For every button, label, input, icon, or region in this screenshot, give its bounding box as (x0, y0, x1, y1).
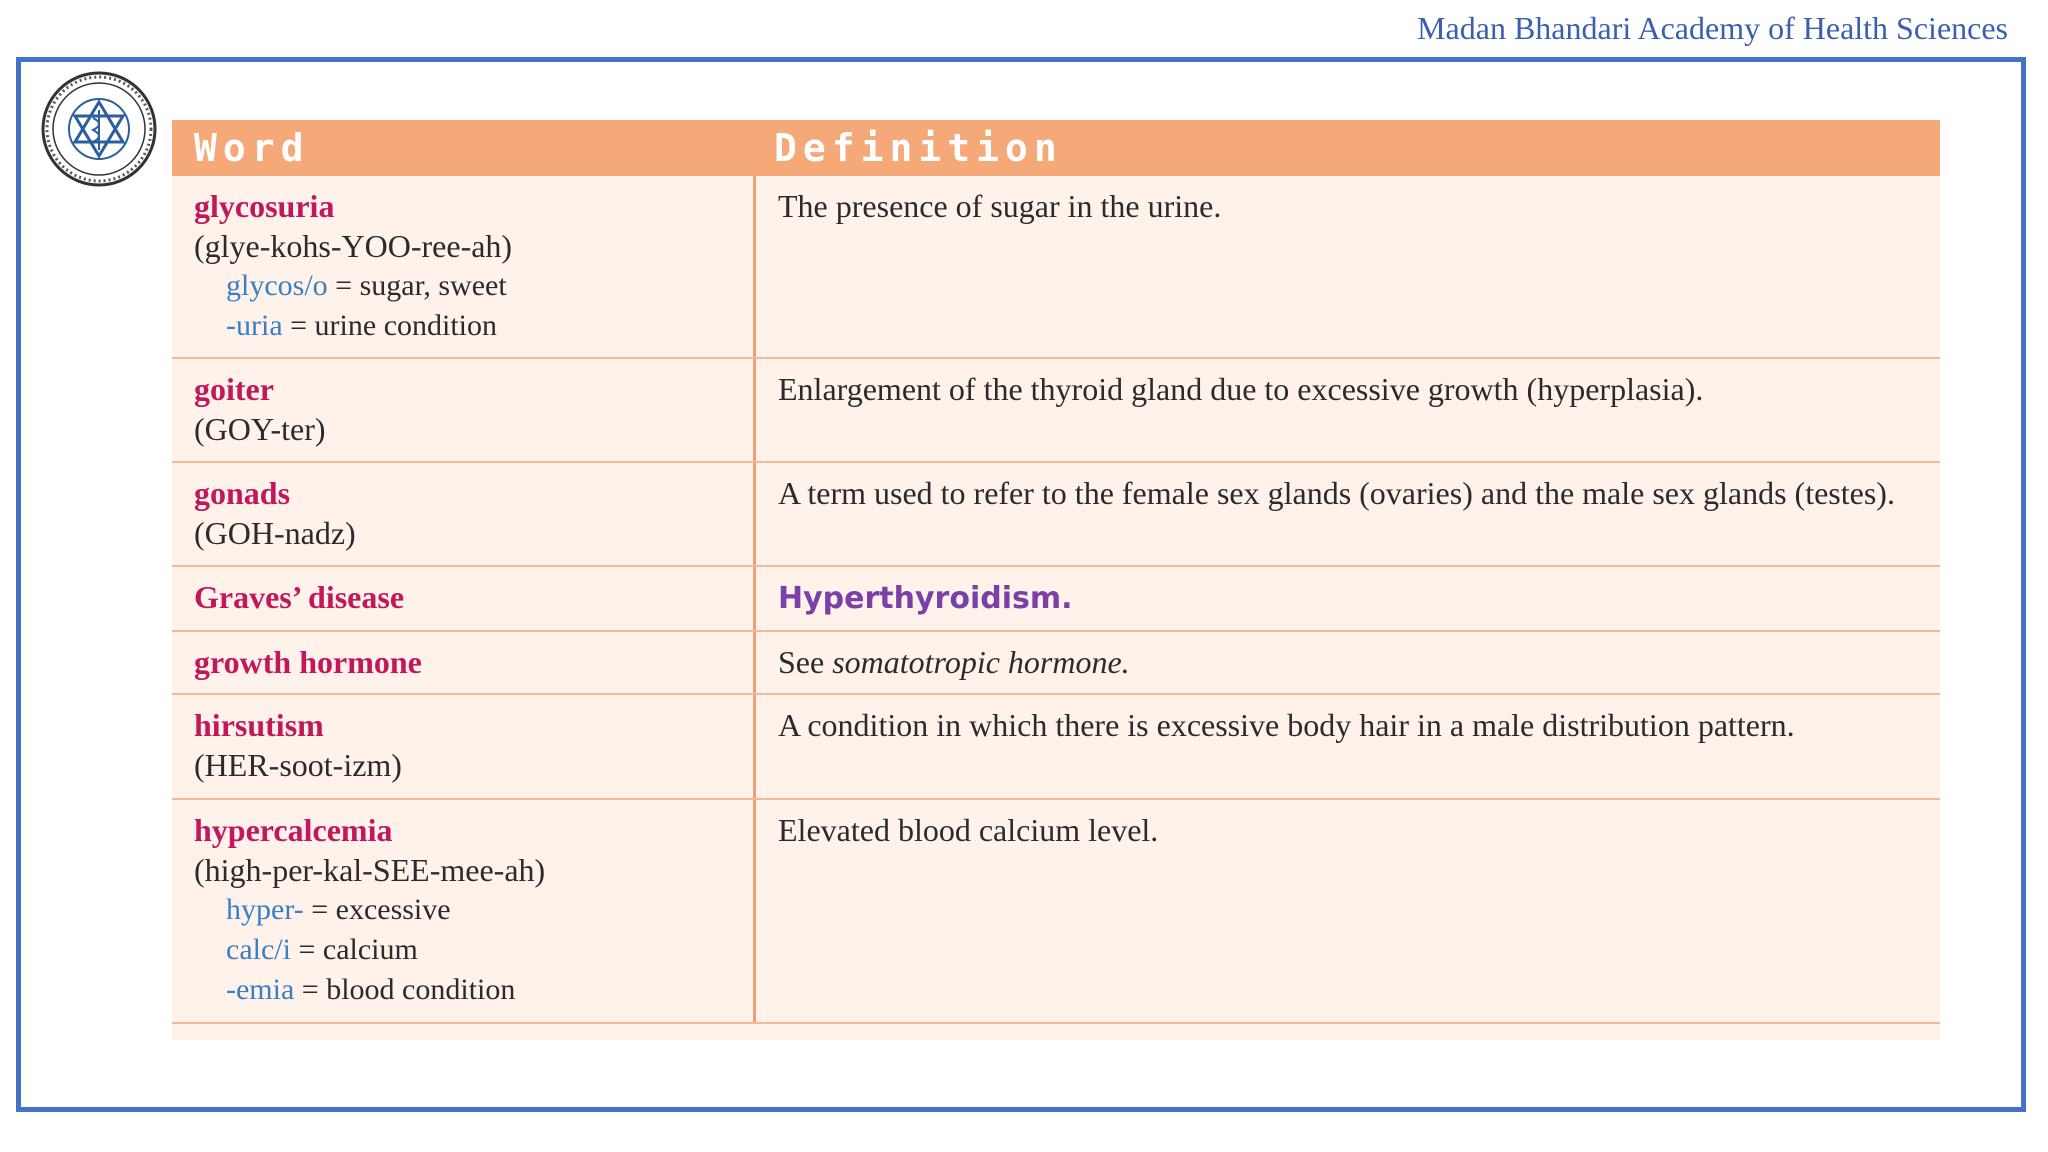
word-part (194, 890, 753, 930)
word-cell (172, 359, 756, 461)
word-part-meaning: = urine condition (282, 309, 498, 342)
term: hypercalcemia (194, 812, 393, 848)
word-part-prefix: -uria (226, 309, 283, 342)
word-part (194, 266, 753, 306)
definition-cell (756, 632, 1940, 693)
table-row (172, 632, 1940, 695)
column-header-word: Word (194, 126, 310, 170)
word-cell (172, 632, 756, 693)
table-header (172, 120, 1940, 176)
word-part-prefix: -emia (226, 973, 295, 1006)
definition-cell: A term used to refer to the female sex glands (ovaries) and the male sex glands (testes). (778, 475, 1895, 511)
pronunciation: (GOY-ter) (194, 411, 326, 447)
word-part-prefix: calc/i (226, 933, 291, 966)
definition-cell: The presence of sugar in the urine. (778, 188, 1222, 224)
word-part (194, 970, 753, 1010)
definition-cell: Elevated blood calcium level. (778, 812, 1159, 848)
definition-cell (756, 567, 1940, 630)
table-row (172, 359, 1940, 463)
word-cell (172, 176, 756, 357)
definition-text: Hyperthyroidism. (778, 581, 1073, 616)
pronunciation: (HER-soot-izm) (194, 747, 402, 783)
term: glycosuria (194, 188, 335, 224)
word-part-prefix: hyper- (226, 893, 304, 926)
academy-seal-logo (40, 70, 158, 188)
word-cell (172, 463, 756, 565)
definition-cell: A condition in which there is excessive body hair in a male distribution pattern. (778, 707, 1795, 743)
word-part-meaning: = sugar, sweet (327, 269, 507, 302)
table-row (172, 463, 1940, 567)
table-row (172, 695, 1940, 800)
table-row (172, 567, 1940, 632)
word-part (194, 930, 753, 970)
term: growth hormone (194, 644, 422, 680)
pronunciation: (high-per-kal-SEE-mee-ah) (194, 852, 546, 888)
word-part-meaning: = calcium (290, 933, 418, 966)
term: Graves’ disease (194, 579, 405, 615)
word-part-prefix: glycos/o (226, 269, 328, 302)
word-cell (172, 695, 756, 798)
pronunciation: (GOH-nadz) (194, 515, 356, 551)
word-part (194, 306, 753, 346)
table-row (172, 800, 1940, 1024)
definition-prefix: See (778, 644, 833, 680)
column-header-definition: Definition (774, 126, 1063, 170)
term: gonads (194, 475, 291, 511)
term: goiter (194, 371, 274, 407)
glossary-table (172, 120, 1940, 1040)
word-cell (172, 567, 756, 630)
table-row (172, 176, 1940, 359)
word-part-meaning: = blood condition (294, 973, 516, 1006)
definition-cell: Enlargement of the thyroid gland due to excessive growth (hyperplasia). (778, 371, 1704, 407)
word-cell (172, 800, 756, 1022)
institution-name: Madan Bhandari Academy of Health Sciences (1417, 10, 2008, 46)
pronunciation: (glye-kohs-YOO-ree-ah) (194, 228, 513, 264)
term: hirsutism (194, 707, 324, 743)
definition-cross-reference: somatotropic hormone. (832, 644, 1130, 680)
word-part-meaning: = excessive (303, 893, 451, 926)
